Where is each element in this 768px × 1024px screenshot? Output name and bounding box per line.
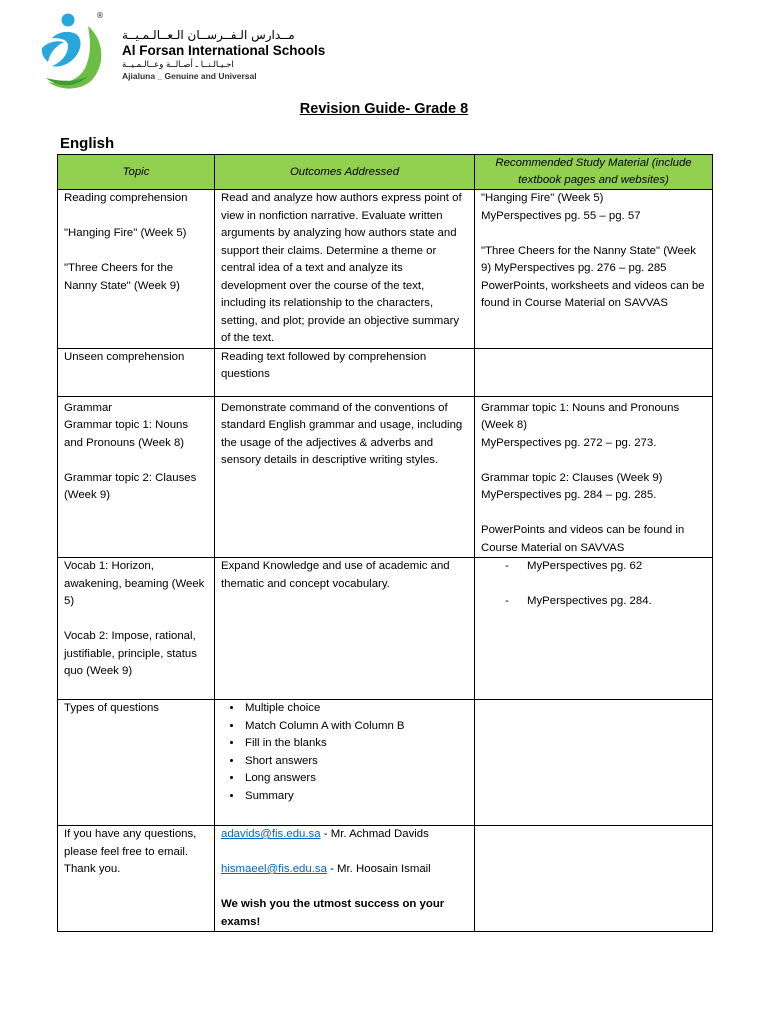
spacer (221, 879, 468, 897)
list-item: • Short answers (243, 753, 468, 771)
column-header-outcomes: Outcomes Addressed (215, 155, 475, 190)
outcomes-cell (215, 700, 475, 826)
material-cell (475, 558, 713, 700)
section-heading: English (60, 135, 115, 152)
topic-cell: If you have any questions, please feel free to email. Thank you. (58, 826, 215, 932)
table-row (58, 558, 713, 700)
outcomes-cell: Expand Knowledge and use of academic and thematic and concept vocabulary. (215, 558, 475, 700)
list-item (481, 593, 706, 611)
closing-message: We wish you the utmost success on your exams! (221, 898, 445, 928)
logo-head (62, 14, 75, 27)
material-cell: "Hanging Fire" (Week 5) MyPerspectives pg. 55 – pg. 57 "Three Cheers for the Nanny State" (Week 9) MyPerspectives pg. 276 – pg. 285 PowerPoints, worksheets and videos can be found in Course Material on SAVVAS (475, 190, 713, 349)
table-row (58, 190, 713, 349)
table-row (58, 700, 713, 826)
dash-bullet: - (505, 560, 509, 572)
email-link-adavids[interactable]: adavids@fis.edu.sa (221, 828, 321, 840)
logo-blue-arm (42, 41, 64, 62)
topic-cell: Grammar Grammar topic 1: Nouns and Pronouns (Week 8) Grammar topic 2: Clauses (Week 9) (58, 396, 215, 558)
document-title: Revision Guide- Grade 8 (299, 101, 469, 117)
list-spacer (481, 576, 706, 594)
outcomes-cell: Read and analyze how authors express point of view in nonfiction narrative. Evaluate written arguments by analyzing how authors state and support their claims. Determine a theme or central idea of a text and analyze its development over the course of the text, including its relationship to the characters, setting, and plot; provide an objective summary of the text. (215, 190, 475, 349)
list-item (481, 558, 706, 576)
material-item: MyPerspectives pg. 284. (527, 595, 652, 607)
registered-mark: ® (96, 11, 104, 20)
topic-cell: Types of questions (58, 700, 215, 826)
school-logo (38, 8, 108, 92)
dash-bullet: - (505, 595, 509, 607)
logo-blue-figure (52, 32, 81, 67)
list-item: • Long answers (243, 770, 468, 788)
school-header (122, 28, 382, 81)
contact-line (221, 861, 468, 879)
contact-name: - Mr. Hoosain Ismail (326, 863, 431, 875)
table-row (58, 396, 713, 558)
table-row (58, 348, 713, 396)
list-item: • Multiple choice (243, 700, 468, 718)
topic-cell: Reading comprehension "Hanging Fire" (Week 5) "Three Cheers for the Nanny State" (Week 9) (58, 190, 215, 349)
list-item: • Match Column A with Column B (243, 718, 468, 736)
table-row (58, 826, 713, 932)
contacts-cell (215, 826, 475, 932)
email-link-hismaeel[interactable]: hismaeel@fis.edu.sa (221, 863, 327, 875)
spacer (221, 844, 468, 862)
column-header-topic: Topic (58, 155, 215, 190)
material-cell (475, 700, 713, 826)
material-item: MyPerspectives pg. 62 (527, 560, 643, 572)
contact-line (221, 826, 468, 844)
revision-table (57, 154, 713, 932)
school-name-arabic: مــدارس الـفــرســان الـعــالـمـيــة (122, 28, 295, 42)
material-cell (475, 826, 713, 932)
school-name: Al Forsan International Schools (122, 43, 326, 58)
list-item: • Fill in the blanks (243, 735, 468, 753)
outcomes-cell: Reading text followed by comprehension questions (215, 348, 475, 396)
outcomes-cell: Demonstrate command of the conventions of standard English grammar and usage, including the usage of the adjectives & adverbs and sensory details in descriptive writing styles. (215, 396, 475, 558)
material-list (481, 558, 706, 611)
column-header-material: Recommended Study Material (include textbook pages and websites) (475, 155, 713, 190)
table-header-row (58, 155, 713, 190)
topic-cell: Unseen comprehension (58, 348, 215, 396)
school-tagline-arabic: اجـيـالـنــا ـ أصـالــة وعــالـمـيــة (122, 60, 234, 70)
topic-cell: Vocab 1: Horizon, awakening, beaming (Week 5) Vocab 2: Impose, rational, justifiable, principle, status quo (Week 9) (58, 558, 215, 700)
contact-name: - Mr. Achmad Davids (320, 828, 429, 840)
school-tagline: Ajialuna _ Genuine and Universal (122, 71, 257, 81)
list-item: • Summary (243, 788, 468, 806)
material-cell: Grammar topic 1: Nouns and Pronouns (Week 8) MyPerspectives pg. 272 – pg. 273. Grammar topic 2: Clauses (Week 9) MyPerspectives pg. 284 – pg. 285. PowerPoints and videos can be found in Course Material on SAVVAS (475, 396, 713, 558)
material-cell (475, 348, 713, 396)
question-types-list (221, 700, 468, 805)
